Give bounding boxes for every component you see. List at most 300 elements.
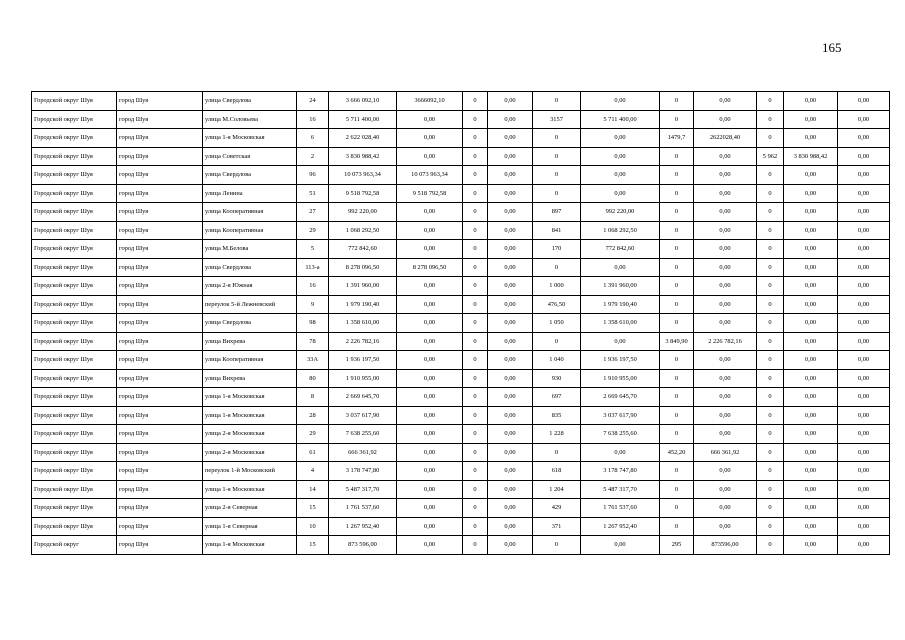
cell-cost-col-6: 1 267 952,40 [581,517,660,536]
cell-cost-col-10: 0,00 [784,240,838,259]
cell-city: город Шуя [117,240,203,259]
cell-house-number: 96 [297,166,329,185]
cell-cost-col-8: 0,00 [694,147,757,166]
cell-count-col-9: 0 [757,110,784,129]
cell-cost-col-2: 0,00 [397,369,463,388]
cell-cost-col-11: 0,00 [838,110,890,129]
cell-cost-col-8: 0,00 [694,388,757,407]
cell-count-col-5: 0 [533,332,581,351]
cell-cost-col-11: 0,00 [838,536,890,555]
cell-count-col-7: 0 [660,314,694,333]
cell-cost-col-2: 0,00 [397,351,463,370]
cell-count-col-9: 0 [757,277,784,296]
cell-cost-col-8: 0,00 [694,240,757,259]
cell-cost-col-11: 0,00 [838,203,890,222]
table-row [32,129,890,148]
cell-count-col-3: 0 [463,536,488,555]
cell-cost-col-2: 0,00 [397,388,463,407]
table-row [32,295,890,314]
cell-count-col-5: 897 [533,203,581,222]
cell-count-col-5: 0 [533,184,581,203]
cell-district: Городской округ Шуя [32,184,117,203]
cell-cost-col-6: 5 711 400,00 [581,110,660,129]
cell-city: город Шуя [117,406,203,425]
cell-city: город Шуя [117,184,203,203]
cell-count-col-5: 0 [533,258,581,277]
cell-count-col-9: 0 [757,517,784,536]
cell-district: Городской округ Шуя [32,462,117,481]
cell-cost-col-6: 772 842,60 [581,240,660,259]
cell-count-col-9: 0 [757,406,784,425]
cell-cost-col-10: 0,00 [784,203,838,222]
cell-cost-col-8: 666 361,92 [694,443,757,462]
cell-district: Городской округ Шуя [32,332,117,351]
table-row [32,536,890,555]
cell-cost-col-11: 0,00 [838,443,890,462]
cell-cost-col-2: 0,00 [397,277,463,296]
cell-cost-col-10: 0,00 [784,295,838,314]
cell-house-number: 28 [297,406,329,425]
cell-street: улица Свердлова [203,314,297,333]
cell-house-number: 10 [297,517,329,536]
table-row [32,332,890,351]
cell-total-cost: 873 596,00 [329,536,397,555]
cell-house-number: 27 [297,203,329,222]
cell-cost-col-4: 0,00 [488,129,533,148]
cell-count-col-3: 0 [463,443,488,462]
cell-cost-col-8: 0,00 [694,406,757,425]
cell-district: Городской округ Шуя [32,147,117,166]
cell-count-col-3: 0 [463,129,488,148]
cell-cost-col-4: 0,00 [488,499,533,518]
cell-district: Городской округ Шуя [32,203,117,222]
cell-count-col-5: 0 [533,443,581,462]
cell-cost-col-11: 0,00 [838,258,890,277]
cell-cost-col-2: 3666092,10 [397,92,463,111]
cell-count-col-9: 0 [757,166,784,185]
cell-cost-col-11: 0,00 [838,480,890,499]
cell-count-col-9: 0 [757,499,784,518]
cell-count-col-3: 0 [463,517,488,536]
cell-city: город Шуя [117,147,203,166]
cell-city: город Шуя [117,314,203,333]
cell-street: улица 2-я Северная [203,499,297,518]
cell-count-col-7: 0 [660,277,694,296]
cell-city: город Шуя [117,425,203,444]
cell-street: улица Свердлова [203,92,297,111]
cell-count-col-7: 0 [660,166,694,185]
cell-cost-col-8: 0,00 [694,221,757,240]
cell-total-cost: 666 361,92 [329,443,397,462]
cell-cost-col-10: 0,00 [784,92,838,111]
cell-district: Городской округ Шуя [32,388,117,407]
table-row [32,480,890,499]
cell-house-number: 15 [297,499,329,518]
cell-total-cost: 2 669 645,70 [329,388,397,407]
cell-cost-col-8: 0,00 [694,166,757,185]
cell-cost-col-11: 0,00 [838,221,890,240]
cell-cost-col-10: 0,00 [784,129,838,148]
cell-total-cost: 2 226 782,16 [329,332,397,351]
table-row [32,351,890,370]
cell-count-col-5: 0 [533,536,581,555]
cell-city: город Шуя [117,110,203,129]
cell-total-cost: 1 910 955,00 [329,369,397,388]
cell-cost-col-2: 0,00 [397,499,463,518]
cell-count-col-9: 0 [757,351,784,370]
cell-count-col-3: 0 [463,332,488,351]
cell-cost-col-6: 1 979 190,40 [581,295,660,314]
cell-cost-col-6: 1 936 197,50 [581,351,660,370]
cell-cost-col-10: 0,00 [784,406,838,425]
cell-count-col-5: 697 [533,388,581,407]
cell-total-cost: 8 278 096,50 [329,258,397,277]
cell-cost-col-8: 2 226 782,16 [694,332,757,351]
cell-street: улица Свердлова [203,166,297,185]
cell-count-col-3: 0 [463,203,488,222]
cell-street: улица 2-я Московская [203,425,297,444]
cell-count-col-7: 0 [660,406,694,425]
cell-count-col-5: 841 [533,221,581,240]
cell-street: улица 2-я Южная [203,277,297,296]
cell-cost-col-6: 0,00 [581,129,660,148]
cell-total-cost: 1 979 190,40 [329,295,397,314]
cell-house-number: 5 [297,240,329,259]
cell-count-col-7: 0 [660,517,694,536]
cell-street: улица Советская [203,147,297,166]
cell-count-col-7: 0 [660,147,694,166]
cell-count-col-9: 0 [757,425,784,444]
cell-cost-col-4: 0,00 [488,258,533,277]
cell-city: город Шуя [117,92,203,111]
table-row [32,462,890,481]
cell-district: Городской округ Шуя [32,425,117,444]
cell-cost-col-2: 0,00 [397,314,463,333]
cell-house-number: 29 [297,425,329,444]
cell-cost-col-10: 0,00 [784,499,838,518]
cell-cost-col-11: 0,00 [838,462,890,481]
cell-cost-col-8: 873596,00 [694,536,757,555]
cell-cost-col-4: 0,00 [488,388,533,407]
cell-house-number: 51 [297,184,329,203]
cell-street: улица Ленина [203,184,297,203]
cell-cost-col-2: 0,00 [397,443,463,462]
cell-count-col-3: 0 [463,351,488,370]
cell-city: город Шуя [117,499,203,518]
table-row [32,517,890,536]
cell-house-number: 113-а [297,258,329,277]
cell-cost-col-4: 0,00 [488,351,533,370]
cell-cost-col-11: 0,00 [838,184,890,203]
cell-count-col-3: 0 [463,240,488,259]
cell-cost-col-10: 0,00 [784,332,838,351]
cell-cost-col-2: 0,00 [397,295,463,314]
cell-cost-col-8: 0,00 [694,258,757,277]
cell-cost-col-6: 0,00 [581,184,660,203]
cell-count-col-9: 0 [757,92,784,111]
cell-total-cost: 1 761 537,60 [329,499,397,518]
cell-district: Городской округ Шуя [32,480,117,499]
cell-district: Городской округ Шуя [32,258,117,277]
cell-cost-col-10: 0,00 [784,277,838,296]
cell-house-number: 16 [297,110,329,129]
cell-street: улица 1-я Московская [203,129,297,148]
cell-count-col-5: 1 228 [533,425,581,444]
cell-count-col-9: 0 [757,203,784,222]
cell-cost-col-6: 0,00 [581,536,660,555]
cell-cost-col-4: 0,00 [488,406,533,425]
cell-count-col-7: 295 [660,536,694,555]
cell-city: город Шуя [117,480,203,499]
cell-street: улица 1-я Московская [203,388,297,407]
cell-cost-col-11: 0,00 [838,499,890,518]
cell-count-col-7: 0 [660,221,694,240]
cell-cost-col-10: 0,00 [784,536,838,555]
cell-cost-col-6: 7 638 255,60 [581,425,660,444]
cell-cost-col-8: 0,00 [694,277,757,296]
cell-cost-col-4: 0,00 [488,443,533,462]
cell-cost-col-4: 0,00 [488,314,533,333]
cell-district: Городской округ Шуя [32,443,117,462]
cell-count-col-7: 1479,7 [660,129,694,148]
table-row [32,388,890,407]
table-row [32,166,890,185]
cell-cost-col-6: 1 910 955,00 [581,369,660,388]
cell-district: Городской округ Шуя [32,129,117,148]
cell-cost-col-2: 0,00 [397,147,463,166]
table-row [32,221,890,240]
cell-cost-col-6: 3 037 617,90 [581,406,660,425]
cell-total-cost: 1 936 197,50 [329,351,397,370]
cell-street: улица Вихрева [203,369,297,388]
cell-count-col-3: 0 [463,110,488,129]
cell-street: переулок 1-й Московский [203,462,297,481]
cell-cost-col-4: 0,00 [488,110,533,129]
cell-cost-col-10: 0,00 [784,480,838,499]
cell-total-cost: 7 638 255,60 [329,425,397,444]
cell-count-col-7: 0 [660,425,694,444]
cell-house-number: 4 [297,462,329,481]
cell-total-cost: 3 178 747,80 [329,462,397,481]
cell-cost-col-8: 0,00 [694,480,757,499]
cell-count-col-9: 0 [757,184,784,203]
cell-district: Городской округ Шуя [32,406,117,425]
cell-cost-col-6: 3 178 747,80 [581,462,660,481]
cell-district: Городской округ Шуя [32,517,117,536]
cell-district: Городской округ Шуя [32,166,117,185]
cell-cost-col-11: 0,00 [838,351,890,370]
cell-city: город Шуя [117,258,203,277]
cell-city: город Шуя [117,332,203,351]
cell-street: улица Кооперативная [203,203,297,222]
cell-house-number: 98 [297,314,329,333]
cell-house-number: 6 [297,129,329,148]
cell-street: улица 1-я Московская [203,480,297,499]
cell-total-cost: 5 487 317,70 [329,480,397,499]
cell-cost-col-10: 0,00 [784,221,838,240]
cell-cost-col-4: 0,00 [488,480,533,499]
cell-cost-col-10: 0,00 [784,351,838,370]
cell-district: Городской округ [32,536,117,555]
cell-cost-col-6: 2 669 645,70 [581,388,660,407]
table-row [32,184,890,203]
table-row [32,203,890,222]
cell-count-col-5: 429 [533,499,581,518]
cell-city: город Шуя [117,536,203,555]
cell-cost-col-8: 0,00 [694,517,757,536]
cell-count-col-3: 0 [463,314,488,333]
cell-count-col-5: 835 [533,406,581,425]
cell-street: переулок 5-й Лежневский [203,295,297,314]
cell-house-number: 9 [297,295,329,314]
table-row [32,240,890,259]
cell-cost-col-4: 0,00 [488,277,533,296]
cell-cost-col-8: 0,00 [694,462,757,481]
cell-street: улица М.Соловьева [203,110,297,129]
data-table [31,91,890,555]
cell-count-col-3: 0 [463,425,488,444]
cell-district: Городской округ Шуя [32,240,117,259]
cell-street: улица Свердлова [203,258,297,277]
cell-street: улица 1-я Северная [203,517,297,536]
cell-cost-col-10: 0,00 [784,462,838,481]
cell-total-cost: 2 622 028,40 [329,129,397,148]
table-row [32,369,890,388]
table-row [32,258,890,277]
cell-cost-col-8: 0,00 [694,314,757,333]
cell-city: город Шуя [117,295,203,314]
cell-city: город Шуя [117,351,203,370]
cell-cost-col-2: 8 278 096,50 [397,258,463,277]
cell-cost-col-10: 0,00 [784,369,838,388]
cell-district: Городской округ Шуя [32,110,117,129]
cell-street: улица Кооперативная [203,351,297,370]
page-number: 165 [822,40,842,55]
cell-cost-col-8: 0,00 [694,351,757,370]
cell-district: Городской округ Шуя [32,369,117,388]
cell-cost-col-10: 0,00 [784,110,838,129]
cell-district: Городской округ Шуя [32,277,117,296]
cell-count-col-5: 0 [533,147,581,166]
cell-street: улица 2-я Московская [203,443,297,462]
cell-cost-col-11: 0,00 [838,166,890,185]
cell-street: улица 1-я Московская [203,536,297,555]
cell-city: город Шуя [117,221,203,240]
cell-count-col-7: 0 [660,369,694,388]
cell-district: Городской округ Шуя [32,92,117,111]
cell-total-cost: 772 842,60 [329,240,397,259]
cell-total-cost: 1 068 292,50 [329,221,397,240]
table-row [32,92,890,111]
cell-cost-col-8: 0,00 [694,92,757,111]
table-row [32,147,890,166]
cell-cost-col-4: 0,00 [488,369,533,388]
cell-count-col-7: 452,20 [660,443,694,462]
data-table-container [31,91,890,555]
cell-total-cost: 1 267 952,40 [329,517,397,536]
cell-cost-col-4: 0,00 [488,536,533,555]
cell-count-col-5: 1 040 [533,351,581,370]
cell-street: улица Кооперативная [203,221,297,240]
cell-street: улица М.Белова [203,240,297,259]
cell-cost-col-8: 2622028,40 [694,129,757,148]
cell-count-col-7: 0 [660,295,694,314]
cell-house-number: 33А [297,351,329,370]
cell-house-number: 61 [297,443,329,462]
cell-cost-col-10: 3 830 988,42 [784,147,838,166]
cell-cost-col-2: 9 518 792,58 [397,184,463,203]
cell-cost-col-2: 0,00 [397,425,463,444]
cell-count-col-9: 0 [757,443,784,462]
cell-count-col-7: 0 [660,184,694,203]
cell-cost-col-6: 5 487 317,70 [581,480,660,499]
cell-count-col-3: 0 [463,147,488,166]
cell-district: Городской округ Шуя [32,499,117,518]
cell-count-col-5: 3157 [533,110,581,129]
cell-cost-col-8: 0,00 [694,425,757,444]
cell-cost-col-2: 0,00 [397,480,463,499]
cell-cost-col-10: 0,00 [784,314,838,333]
cell-cost-col-4: 0,00 [488,425,533,444]
cell-total-cost: 1 391 960,00 [329,277,397,296]
cell-total-cost: 992 220,00 [329,203,397,222]
cell-cost-col-6: 1 391 960,00 [581,277,660,296]
cell-count-col-5: 476,50 [533,295,581,314]
cell-district: Городской округ Шуя [32,221,117,240]
cell-cost-col-6: 992 220,00 [581,203,660,222]
cell-city: город Шуя [117,388,203,407]
cell-cost-col-4: 0,00 [488,184,533,203]
cell-city: город Шуя [117,443,203,462]
cell-count-col-3: 0 [463,277,488,296]
cell-cost-col-4: 0,00 [488,147,533,166]
cell-count-col-7: 0 [660,110,694,129]
cell-cost-col-4: 0,00 [488,221,533,240]
cell-cost-col-10: 0,00 [784,425,838,444]
cell-cost-col-11: 0,00 [838,129,890,148]
cell-cost-col-10: 0,00 [784,258,838,277]
cell-street: улица Вихрева [203,332,297,351]
cell-cost-col-8: 0,00 [694,369,757,388]
cell-cost-col-2: 0,00 [397,221,463,240]
cell-count-col-5: 371 [533,517,581,536]
cell-cost-col-8: 0,00 [694,110,757,129]
cell-cost-col-4: 0,00 [488,517,533,536]
cell-count-col-9: 0 [757,369,784,388]
cell-count-col-3: 0 [463,295,488,314]
cell-cost-col-11: 0,00 [838,406,890,425]
cell-street: улица 1-я Московская [203,406,297,425]
cell-cost-col-11: 0,00 [838,92,890,111]
cell-count-col-7: 0 [660,240,694,259]
cell-house-number: 80 [297,369,329,388]
cell-count-col-5: 1 204 [533,480,581,499]
cell-house-number: 2 [297,147,329,166]
cell-cost-col-10: 0,00 [784,517,838,536]
table-row [32,406,890,425]
cell-count-col-3: 0 [463,184,488,203]
cell-house-number: 29 [297,221,329,240]
cell-cost-col-2: 0,00 [397,203,463,222]
cell-count-col-7: 0 [660,351,694,370]
cell-cost-col-4: 0,00 [488,332,533,351]
cell-city: город Шуя [117,369,203,388]
cell-cost-col-2: 0,00 [397,517,463,536]
cell-count-col-9: 0 [757,258,784,277]
cell-total-cost: 3 037 617,90 [329,406,397,425]
cell-house-number: 8 [297,388,329,407]
cell-count-col-9: 0 [757,295,784,314]
